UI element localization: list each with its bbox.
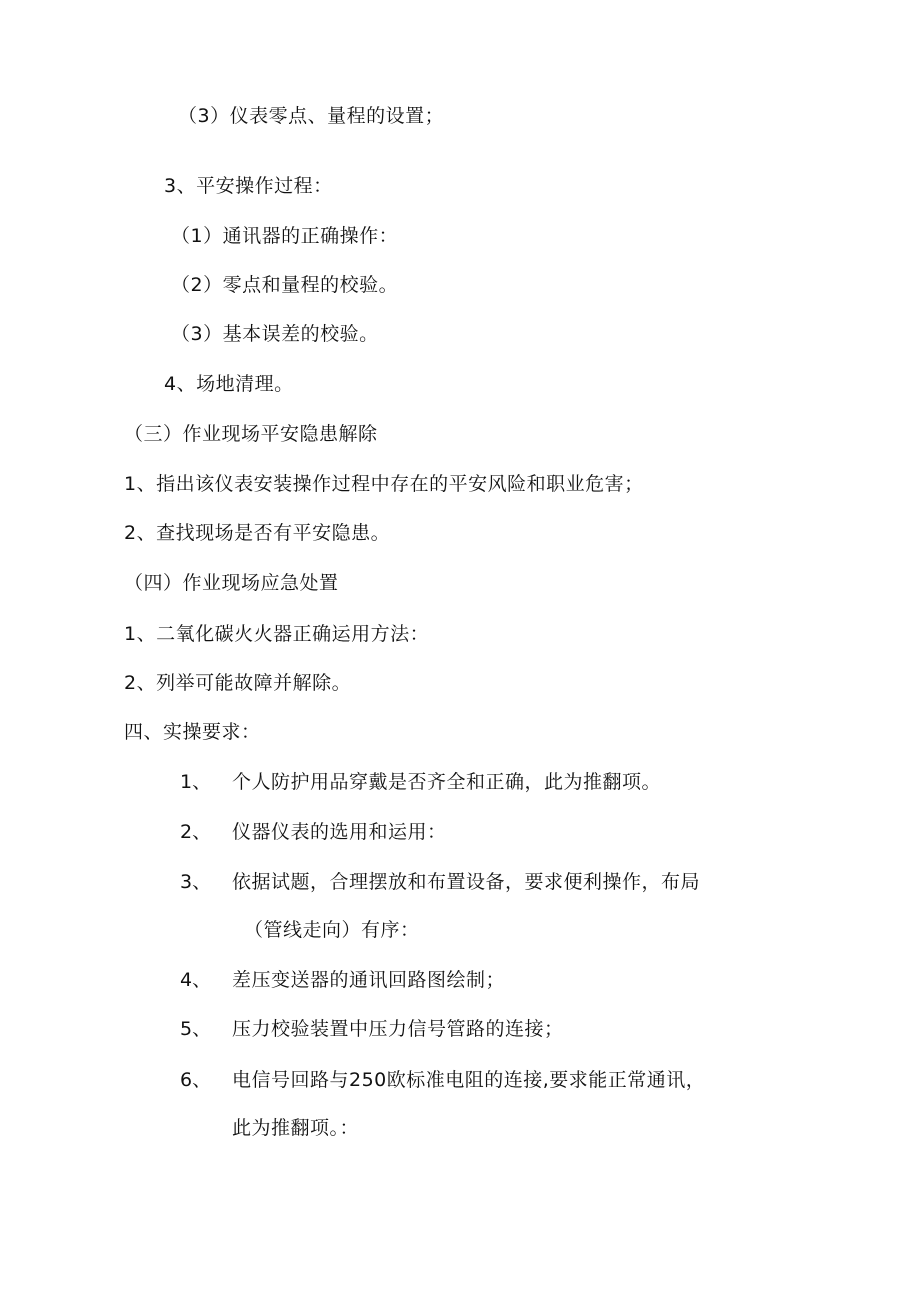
requirement-text-4: 差压变送器的通讯回路图绘制； [232, 969, 506, 991]
paragraph-site-cleanup: 4、场地清理。 [164, 373, 294, 395]
requirement-number-2: 2、 [180, 821, 212, 843]
requirement-text-3: 依据试题，合理摆放和布置设备，要求便利操作，布局 [232, 871, 701, 893]
list-item-emergency-1: 1、二氧化碳火火器正确运用方法： [124, 623, 430, 645]
list-item-hazard-2: 2、查找现场是否有平安隐患。 [124, 522, 391, 544]
requirement-text-6: 电信号回路与250欧标准电阻的连接,要求能正常通讯， [232, 1069, 706, 1091]
list-item-safe-operation-1: （1）通讯器的正确操作： [171, 225, 399, 247]
heading-hazard-removal: （三）作业现场平安隐患解除 [124, 423, 378, 445]
requirement-number-5: 5、 [180, 1018, 212, 1040]
list-item-hazard-1: 1、指出该仪表安装操作过程中存在的平安风险和职业危害； [124, 473, 644, 495]
requirement-text-1: 个人防护用品穿戴是否齐全和正确，此为推翻项。 [232, 771, 662, 793]
requirement-number-3: 3、 [180, 871, 212, 893]
requirement-text-5: 压力校验装置中压力信号管路的连接； [232, 1018, 564, 1040]
requirement-text-2: 仪器仪表的选用和运用： [232, 821, 447, 843]
heading-emergency: （四）作业现场应急处置 [124, 572, 339, 594]
list-item-safe-operation-2: （2）零点和量程的校验。 [171, 274, 399, 296]
paragraph-zero-range-setting: （3）仪表零点、量程的设置； [178, 105, 445, 127]
heading-requirements: 四、实操要求： [124, 721, 261, 743]
requirement-number-4: 4、 [180, 969, 212, 991]
list-item-emergency-2: 2、列举可能故障并解除。 [124, 672, 352, 694]
requirement-number-6: 6、 [180, 1069, 212, 1091]
heading-safe-operation: 3、平安操作过程： [164, 175, 333, 197]
requirement-text-6-continued: 此为推翻项。： [232, 1117, 360, 1139]
requirement-text-3-continued: （管线走向）有序： [244, 919, 420, 941]
list-item-safe-operation-3: （3）基本误差的校验。 [171, 323, 379, 345]
requirement-number-1: 1、 [180, 771, 212, 793]
